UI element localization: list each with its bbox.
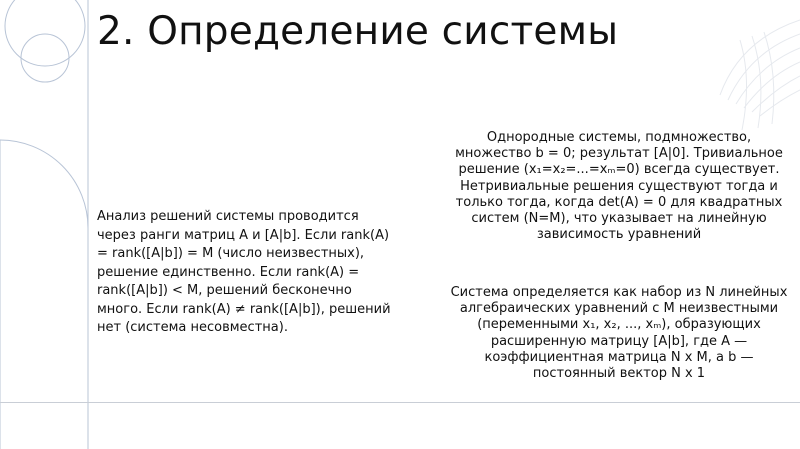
footer-divider [0,402,800,403]
deco-arc-large [0,140,88,228]
right-paragraph-definition: Система определяется как набор из N линейных алгебраических уравнений с M неизвестными (переменными x₁, x₂, ..., xₘ), образующих расширенную матрицу [A|b], где A — коэффициентная матрица N x M, а b — постоянный вектор N x 1 [450,285,788,382]
left-paragraph: Анализ решений системы проводится через ранги матриц A и [A|b]. Если rank(A) = rank([A|b]) = M (число неизвестных), решение единственно. Если rank(A) = rank([A|b]) < M, решений бесконечно много. Если rank(A) ≠ rank([A|b]), решений нет (система несовместна). [97,209,391,335]
slide-title: 2. Определение системы [97,9,619,54]
decorative-circles-left [0,0,100,449]
deco-circle-small [21,34,69,82]
right-paragraph-homogeneous: Однородные системы, подмножество, множество b = 0; результат [A|0]. Тривиальное решение (x₁=x₂=...=xₘ=0) всегда существует. Нетривиальные решения существуют тогда и только тогда, когда det(A) = 0 для квадратных систем (N=M), что указывает на линейную зависимость уравнений [455,130,783,243]
deco-circle-top [5,0,85,66]
